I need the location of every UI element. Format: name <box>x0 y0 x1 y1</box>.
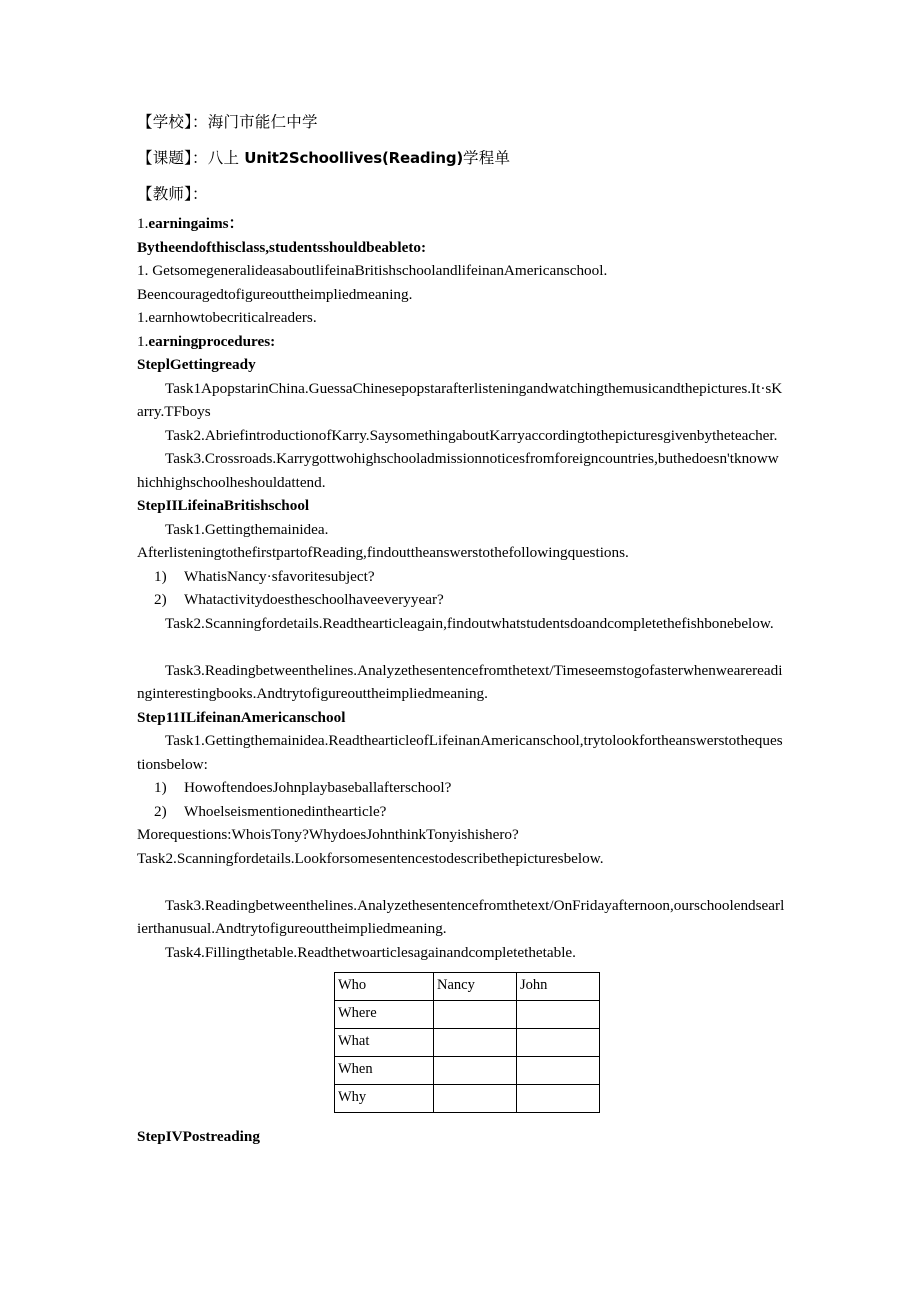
fill-table <box>334 972 600 1113</box>
table-cell[interactable]: What <box>335 1029 434 1057</box>
step2-question-text: WhatisNancy·sfavoritesubject? <box>184 567 375 585</box>
table-cell[interactable]: Who <box>335 973 434 1001</box>
learning-aim-item: Beencouragedtofigureouttheimpliedmeaning. <box>137 285 413 303</box>
step2-task2: Task2.Scanningfordetails.Readthearticleagain,findoutwhatstudentsdoandcompletethefishbonebelow. <box>165 614 774 632</box>
table-cell[interactable]: Where <box>335 1001 434 1029</box>
learning-procedures-heading <box>137 330 785 354</box>
table-row <box>335 1057 600 1085</box>
learning-aims-heading <box>137 212 785 236</box>
table-cell[interactable]: John <box>517 973 600 1001</box>
table-row <box>335 1085 600 1113</box>
step1-task3: Task3.Crossroads.Karrygottwohighschooladmissionnoticesfromforeigncountries,buthedoesn'tknowwhichhighschoolheshouldattend. <box>137 450 779 491</box>
topic-suffix: 学程单 <box>463 149 511 167</box>
step2-question <box>137 588 785 612</box>
step2-task1-heading: Task1.Gettingthemainidea. <box>165 520 329 538</box>
step3-task3: Task3.Readingbetweenthelines.Analyzethesentencefromthetext/OnFridayafternoon,ourschoolendsearlierthanusual.Andtrytofigureouttheimpliedmeaning. <box>137 896 785 937</box>
fill-table-wrapper <box>334 972 785 1113</box>
step3-question <box>137 800 785 824</box>
table-cell[interactable]: Why <box>335 1085 434 1113</box>
table-row <box>335 1001 600 1029</box>
step1-title: SteplGettingready <box>137 356 256 373</box>
topic-unit: Unit2Schoollives(Reading) <box>244 149 464 167</box>
step3-question-text: HowoftendoesJohnplaybaseballafterschool? <box>184 779 452 796</box>
learning-aims-subheading: Bytheendofthisclass,studentsshouldbeableto: <box>137 238 427 256</box>
table-cell[interactable]: Nancy <box>434 973 517 1001</box>
learning-procedures-heading-text: earningprocedures: <box>148 332 276 350</box>
table-cell[interactable] <box>517 1085 600 1113</box>
step3-title: Step11ILifeinanAmericanschool <box>137 708 346 726</box>
step2-task3: Task3.Readingbetweenthelines.Analyzethesentencefromthetext/Timeseemstogofasterwhenwearereadinginterestingbooks.Andtrytofigureouttheimpliedmeaning. <box>137 661 783 702</box>
school-label: 【学校】： <box>137 113 208 131</box>
step2-title: StepIILifeinaBritishschool <box>137 497 310 514</box>
table-cell[interactable] <box>517 1001 600 1029</box>
teacher-label: 【教师】： <box>137 185 208 203</box>
topic-line <box>137 140 785 176</box>
table-cell[interactable] <box>434 1001 517 1029</box>
topic-grade: 八上 <box>207 149 245 167</box>
step3-question-number: 2) <box>154 802 167 820</box>
table-row <box>335 973 600 1001</box>
step2-question-text: Whatactivitydoestheschoolhaveeveryyear? <box>184 591 444 608</box>
step3-task2: Task2.Scanningfordetails.Lookforsomesentencestodescribethepicturesbelow. <box>137 849 604 867</box>
table-cell[interactable] <box>434 1029 517 1057</box>
step3-question-text: Whoelseismentionedinthearticle? <box>184 802 387 820</box>
learning-procedures-heading-prefix: 1. <box>137 332 149 350</box>
school-value: 海门市能仁中学 <box>207 113 318 131</box>
step1-task1: Task1ApopstarinChina.GuessaChinesepopstarafterlisteningandwatchingthemusicandthepictures.It·sKarry.TFboys <box>137 379 783 420</box>
document-body <box>137 104 785 1164</box>
table-cell[interactable] <box>517 1029 600 1057</box>
step2-task1-body: AfterlisteningtothefirstpartofReading,findouttheanswerstothefollowingquestions. <box>137 544 629 561</box>
step2-question-number: 2) <box>154 591 167 608</box>
step4-title: StepIVPostreading <box>137 1128 260 1145</box>
topic-label: 【课题】： <box>137 149 208 167</box>
step1-task2: Task2.AbriefintroductionofKarry.SaysomethingaboutKarryaccordingtothepicturesgivenbytheteacher. <box>165 426 778 444</box>
school-line <box>137 104 785 140</box>
table-cell[interactable]: When <box>335 1057 434 1085</box>
step2-question <box>137 565 785 589</box>
learning-aim-item: 1.earnhowtobecriticalreaders. <box>137 309 317 326</box>
table-row <box>335 1029 600 1057</box>
table-cell[interactable] <box>517 1057 600 1085</box>
learning-aims-heading-prefix: 1. <box>137 215 149 232</box>
fill-table-body <box>335 973 600 1113</box>
teacher-line <box>137 176 785 212</box>
table-cell[interactable] <box>434 1085 517 1113</box>
paragraph-spacer <box>137 870 785 894</box>
step2-question-number: 1) <box>154 567 167 585</box>
table-cell[interactable] <box>434 1057 517 1085</box>
step3-task4: Task4.Fillingthetable.Readthetwoarticlesagainandcompletethetable. <box>165 943 576 961</box>
step3-question-number: 1) <box>154 779 167 796</box>
learning-aim-item: 1. GetsomegeneralideasaboutlifeinaBritishschoolandlifeinanAmericanschool. <box>137 262 608 279</box>
learning-aims-heading-text: earningaims： <box>148 215 244 232</box>
step3-question <box>137 776 785 800</box>
step3-task1: Task1.Gettingthemainidea.ReadthearticleofLifeinanAmericanschool,trytolookfortheanswerstothequestionsbelow: <box>137 732 783 773</box>
step3-more-questions: Morequestions:WhoisTony?WhydoesJohnthinkTonyishishero? <box>137 826 519 843</box>
paragraph-spacer <box>137 635 785 659</box>
